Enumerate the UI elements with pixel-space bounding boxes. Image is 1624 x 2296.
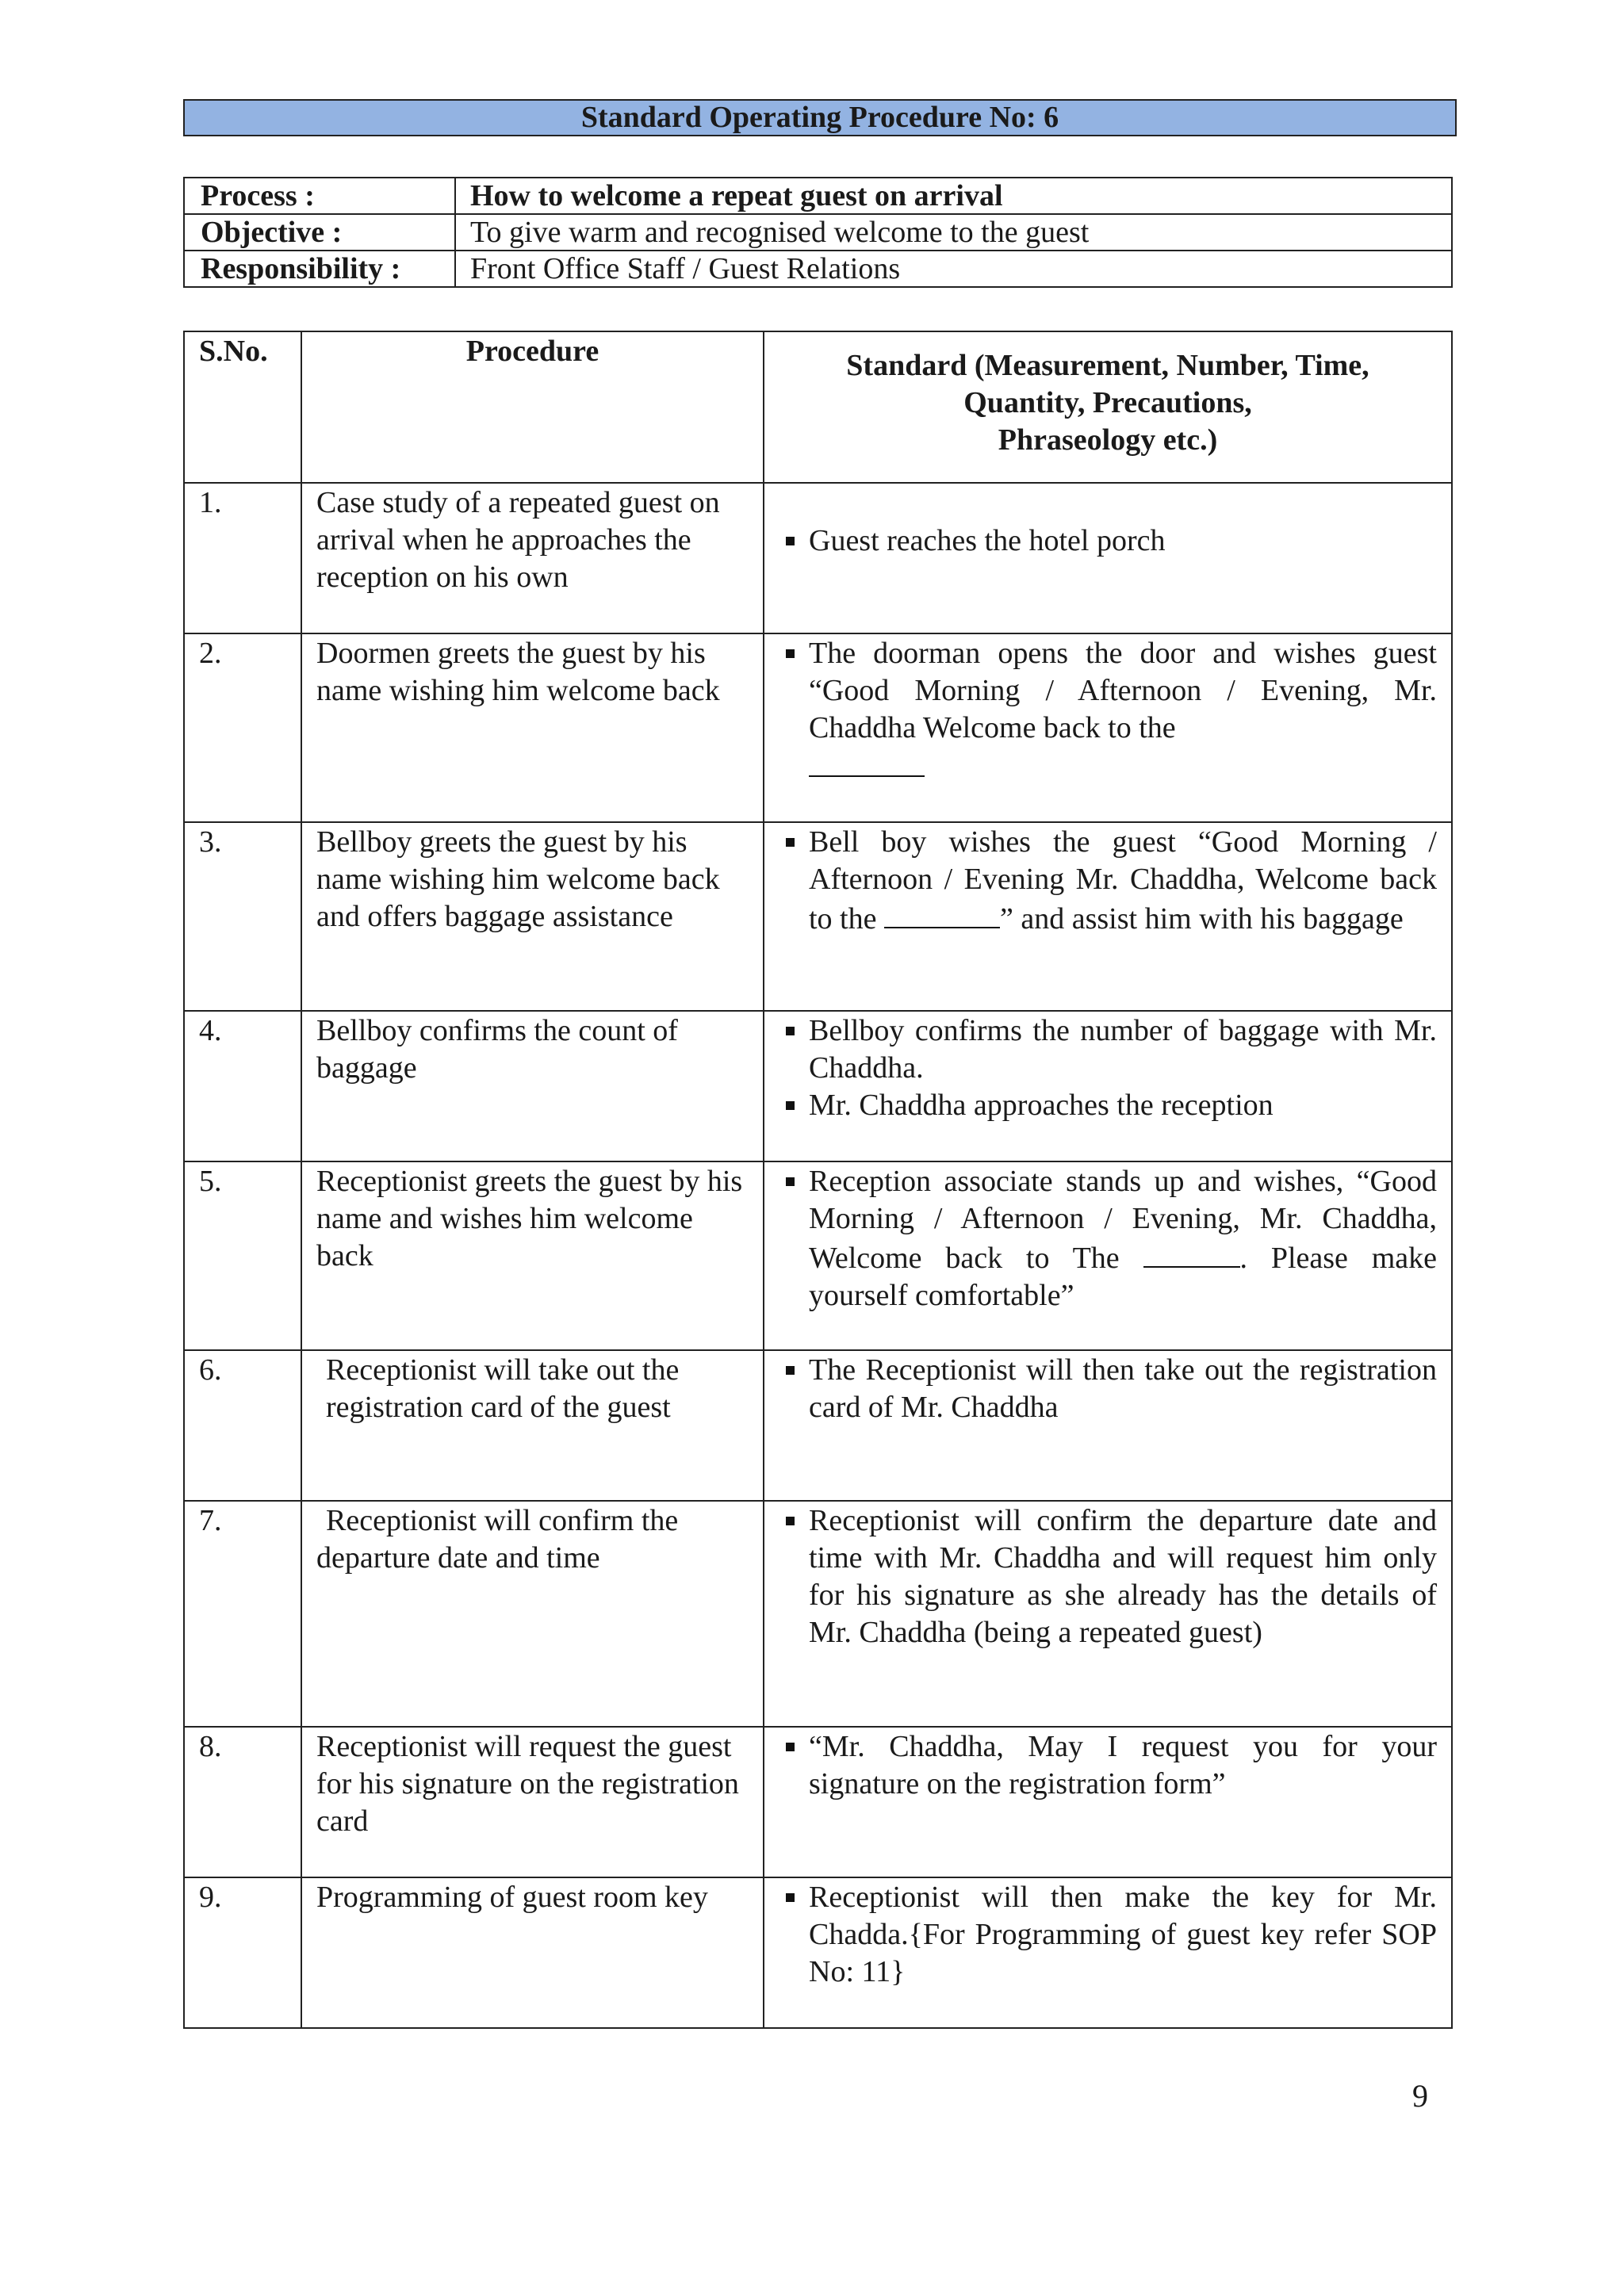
- row-number: 6.: [184, 1350, 301, 1501]
- row-procedure: Bellboy greets the guest by his name wishing him welcome back and offers baggage assistance: [301, 822, 764, 1011]
- table-row: [184, 483, 1452, 633]
- procedure-column-header: Procedure: [301, 331, 764, 483]
- row-procedure: Receptionist will confirm the departure date and time: [301, 1501, 764, 1727]
- row-standard: [764, 1011, 1452, 1161]
- row-procedure: Bellboy confirms the count of baggage: [301, 1011, 764, 1161]
- row-number: 1.: [184, 483, 301, 633]
- row-standard: [764, 1501, 1452, 1727]
- row-number: 9.: [184, 1877, 301, 2028]
- process-label: Process :: [184, 178, 455, 214]
- objective-row: [184, 214, 1452, 251]
- objective-label: Objective :: [184, 214, 455, 251]
- responsibility-label: Responsibility :: [184, 251, 455, 287]
- row-standard: [764, 1877, 1452, 2028]
- row-procedure: Receptionist will take out the registration card of the guest: [301, 1350, 764, 1501]
- process-value: How to welcome a repeat guest on arrival: [455, 178, 1452, 214]
- table-row: [184, 633, 1452, 822]
- objective-value: To give warm and recognised welcome to the guest: [455, 214, 1452, 251]
- standard-bullet: [809, 635, 1437, 786]
- standard-text: ” and assist him with his baggage: [999, 902, 1404, 936]
- row-number: 7.: [184, 1501, 301, 1727]
- fill-in-blank: [1143, 1238, 1240, 1268]
- standard-text: . Please make yourself comfortable”: [809, 1242, 1438, 1312]
- fill-in-blank: [884, 898, 1000, 928]
- standard-bullet: Mr. Chaddha approaches the reception: [809, 1087, 1437, 1124]
- standard-bullet: Guest reaches the hotel porch: [809, 522, 1437, 560]
- responsibility-value: Front Office Staff / Guest Relations: [455, 251, 1452, 287]
- procedure-table: [183, 331, 1453, 2029]
- row-standard: [764, 633, 1452, 822]
- row-standard: [764, 1727, 1452, 1877]
- row-standard: [764, 822, 1452, 1011]
- row-procedure: Programming of guest room key: [301, 1877, 764, 2028]
- standard-text: The doorman opens the door and wishes guest “Good Morning / Afternoon / Evening, Mr. Chaddha Welcome back to the: [809, 637, 1437, 744]
- standard-bullet: [809, 1163, 1437, 1314]
- table-row: [184, 1011, 1452, 1161]
- standard-bullet: Receptionist will then make the key for Mr. Chadda.{For Programming of guest key refer SOP No: 11}: [809, 1879, 1437, 1991]
- table-row: [184, 1877, 1452, 2028]
- row-standard: [764, 483, 1452, 633]
- row-procedure: Receptionist greets the guest by his name and wishes him welcome back: [301, 1161, 764, 1350]
- standard-bullet: [809, 824, 1437, 938]
- page-number: 9: [1412, 2078, 1428, 2114]
- table-row: [184, 822, 1452, 1011]
- responsibility-row: [184, 251, 1452, 287]
- process-row: [184, 178, 1452, 214]
- row-procedure: Case study of a repeated guest on arrival when he approaches the reception on his own: [301, 483, 764, 633]
- row-number: 5.: [184, 1161, 301, 1350]
- sop-title: Standard Operating Procedure No: 6: [183, 99, 1457, 136]
- standard-header-line-2: Quantity, Precautions,: [963, 386, 1252, 419]
- row-number: 4.: [184, 1011, 301, 1161]
- row-number: 3.: [184, 822, 301, 1011]
- row-procedure: Receptionist will request the guest for his signature on the registration card: [301, 1727, 764, 1877]
- sop-header-table: [183, 177, 1453, 288]
- table-row: [184, 1161, 1452, 1350]
- row-standard: [764, 1350, 1452, 1501]
- standard-text: Reception associate stands up and wishes, “Good Morning / Afternoon / Evening, Mr. Chaddha, Welcome back to The: [809, 1165, 1437, 1275]
- standard-bullet: The Receptionist will then take out the registration card of Mr. Chaddha: [809, 1352, 1437, 1426]
- row-standard: [764, 1161, 1452, 1350]
- table-row: [184, 1501, 1452, 1727]
- row-number: 8.: [184, 1727, 301, 1877]
- standard-bullet: “Mr. Chaddha, May I request you for your signature on the registration form”: [809, 1728, 1437, 1803]
- standard-text: Bell boy wishes the guest “Good Morning / Afternoon / Evening Mr. Chaddha, Welcome back to the: [809, 825, 1437, 936]
- standard-column-header: [764, 331, 1452, 483]
- standard-header-line-1: Standard (Measurement, Number, Time,: [846, 349, 1369, 382]
- standard-bullet: Bellboy confirms the number of baggage with Mr. Chaddha.: [809, 1012, 1437, 1087]
- table-row: [184, 1350, 1452, 1501]
- standard-header-line-3: Phraseology etc.): [998, 423, 1218, 457]
- sno-column-header: S.No.: [184, 331, 301, 483]
- standard-bullet: Receptionist will confirm the departure date and time with Mr. Chaddha and will request him only for his signature as she already has the details of Mr. Chaddha (being a repeated guest): [809, 1502, 1437, 1651]
- table-row: [184, 1727, 1452, 1877]
- fill-in-blank: [809, 747, 925, 777]
- row-number: 2.: [184, 633, 301, 822]
- table-header-row: [184, 331, 1452, 483]
- row-procedure: Doormen greets the guest by his name wishing him welcome back: [301, 633, 764, 822]
